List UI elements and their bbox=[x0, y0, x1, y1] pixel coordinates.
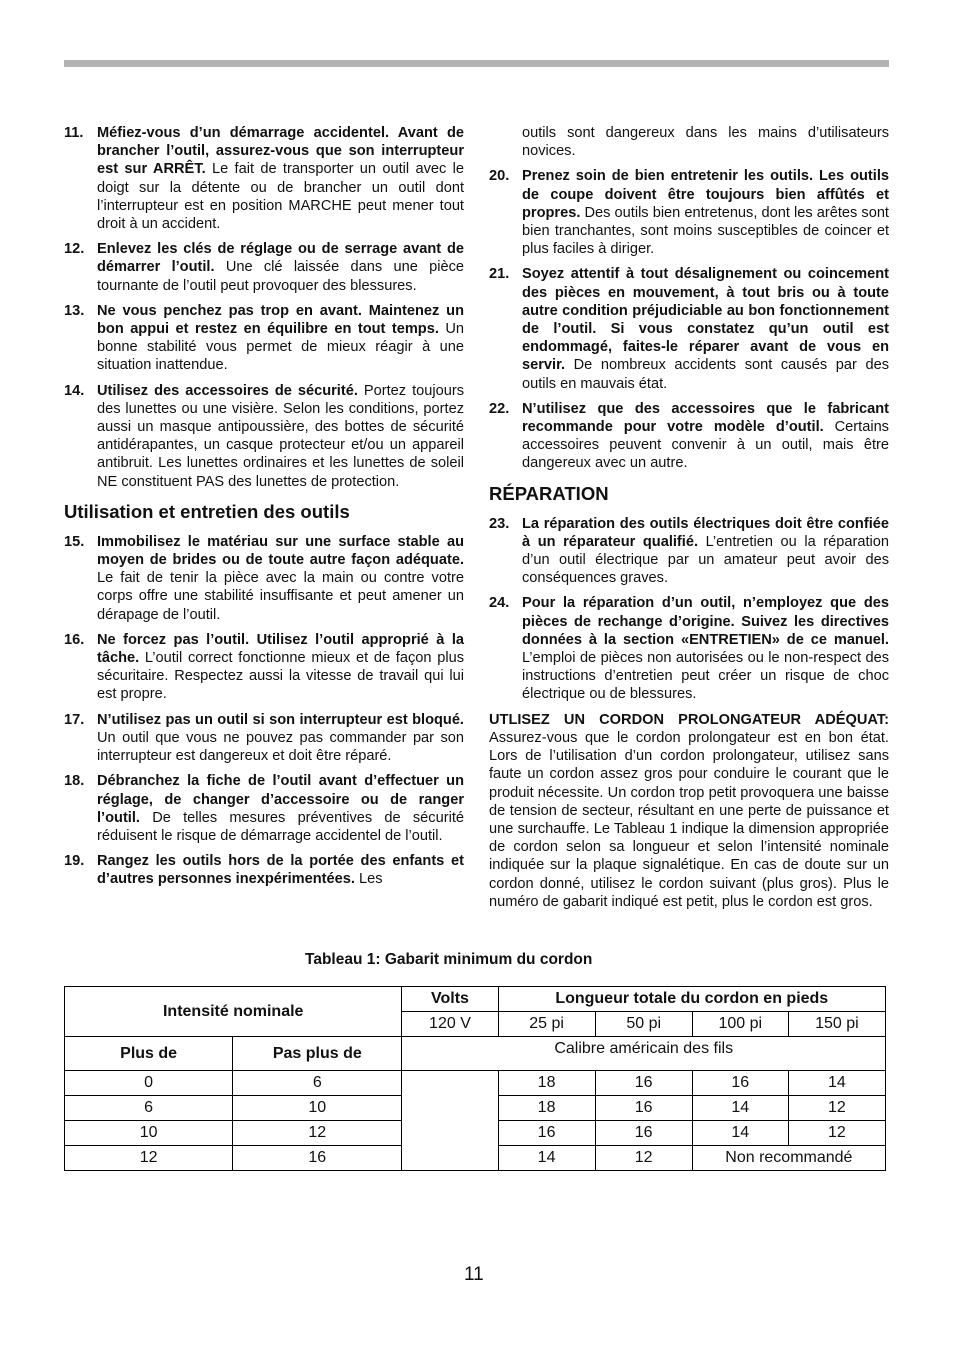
list-item: 16. Ne forcez pas l’outil. Utilisez l’outil approprié à la tâche. L’outil correct fonctionne mieux et de façon plus sécuritaire. Respectez aussi la vitesse de travail qui lui est propre. bbox=[64, 631, 464, 703]
cell: 16 bbox=[233, 1146, 402, 1171]
cord-gauge-table bbox=[64, 986, 886, 1171]
list-item: 14. Utilisez des accessoires de sécurité. Portez toujours des lunettes ou une visière. Selon les conditions, portez aussi un masque antipoussière, des bottes de sécurité antidérapantes, un casque protecteur et/ou un appareil antibruit. Les lunettes ordinaires et les lunettes de soleil NE constituent PAS des lunettes de protection. bbox=[64, 382, 464, 490]
list-item: 23. La réparation des outils électriques doit être confiée à un réparateur qualifié. L’entretien ou la réparation d’un outil électrique par un amateur peut avoir des conséquences graves. bbox=[489, 515, 889, 587]
header-more-than: Plus de bbox=[65, 1037, 233, 1071]
cell: 14 bbox=[498, 1146, 595, 1171]
list-item: 18. Débranchez la fiche de l’outil avant d’effectuer un réglage, de changer d’accessoire ou de ranger l’outil. De telles mesures préventives de sécurité réduisent le risque de démarrage accidentel de l’outil. bbox=[64, 773, 464, 844]
list-item: 11. Méfiez-vous d’un démarrage accidentel. Avant de brancher l’outil, assurez-vous que son interrupteur est sur ARRÊT. Le fait de transporter un outil avec le doigt sur la détente ou de brancher un outil dont l’interrupteur est en position MARCHE peut mener tout droit à un accident. bbox=[64, 125, 464, 233]
cell: 12 bbox=[788, 1096, 885, 1121]
cell: 18 bbox=[498, 1071, 595, 1096]
list-item: 24. Pour la réparation d’un outil, n’employez que des pièces de rechange d’origine. Suivez les directives données à la section «ENTRETIEN» de ce manuel. L’emploi de pièces non autorisées ou le non-respect des instructions d’entretien peut créer un risque de choc électrique ou de blessures. bbox=[489, 595, 889, 703]
list-item: 22. N’utilisez que des accessoires que le fabricant recommande pour votre modèle d’outil. Certains accessoires peuvent convenir à un outil, mais être dangereux avec un autre. bbox=[489, 400, 889, 472]
cell: 12 bbox=[233, 1121, 402, 1146]
right-column bbox=[489, 124, 889, 911]
section-heading: Utilisation et entretien des outils bbox=[64, 500, 350, 522]
header-gauge: Calibre américain des fils bbox=[402, 1037, 886, 1071]
left-column bbox=[64, 124, 464, 896]
volts-empty-cell bbox=[402, 1071, 498, 1171]
cord-text: Assurez-vous que le cordon prolongateur est en bon état. Lors de l’utilisation d’un cordon prolongateur, utilisez sans faute un cordon assez gros pour conduire le courant que le produit nécessite. Un cordon trop petit provoquera une baisse de tension de secteur, résultant en une perte de puissance et une surchauffe. Le Tableau 1 indique la dimension appropriée de cordon selon sa longueur et selon l’intensité nominale indiquée sur la plaque signalétique. En cas de doute sur un cordon donné, utilisez le cordon suivant (plus gros). Plus le numéro de gabarit indiqué est petit, plus le cordon est gros. bbox=[489, 729, 889, 910]
cell: 16 bbox=[595, 1071, 692, 1096]
table-row bbox=[65, 1071, 886, 1096]
list-item: 21. Soyez attentif à tout désalignement ou coincement des pièces en mouvement, à tout bris ou à toute autre condition préjudiciable au bon fonctionnement de l’outil. Si vous constatez qu’un outil est endommagé, faites-le réparer avant de vous en servir. De nombreux accidents sont causés par des outils en mauvais état. bbox=[489, 266, 889, 392]
cell: 10 bbox=[233, 1096, 402, 1121]
header-rule bbox=[64, 60, 889, 67]
page-number: 11 bbox=[464, 1264, 484, 1285]
cell: 16 bbox=[692, 1071, 788, 1096]
cell: 10 bbox=[65, 1121, 233, 1146]
cell: 14 bbox=[788, 1071, 885, 1096]
cell: 12 bbox=[65, 1146, 233, 1171]
list-item: 19. Rangez les outils hors de la portée des enfants et d’autres personnes inexpérimentées. Les bbox=[64, 853, 464, 888]
continued-text: outils sont dangereux dans les mains d’utilisateurs novices. bbox=[522, 125, 889, 160]
header-max: Pas plus de bbox=[233, 1037, 402, 1071]
cell: 16 bbox=[595, 1096, 692, 1121]
cell: 12 bbox=[595, 1146, 692, 1171]
cell: 6 bbox=[65, 1096, 233, 1121]
list-item: 17. N’utilisez pas un outil si son interrupteur est bloqué. Un outil que vous ne pouvez pas commander par son interrupteur est dangereux et doit être réparé. bbox=[64, 711, 464, 765]
length-cell: 100 pi bbox=[692, 1012, 788, 1037]
list-item: 13. Ne vous penchez pas trop en avant. Maintenez un bon appui et restez en équilibre en tout temps. Un bonne stabilité vous permet de mieux réagir à une situation inattendue. bbox=[64, 302, 464, 374]
extension-cord-paragraph bbox=[489, 711, 889, 911]
cell: 12 bbox=[788, 1121, 885, 1146]
cell: 16 bbox=[498, 1121, 595, 1146]
list-item: 15. Immobilisez le matériau sur une surface stable au moyen de brides ou de toute autre façon adéquate. Le fait de tenir la pièce avec la main ou contre votre corps offre une stabilité insuffisante et peut amener un dérapage de l’outil. bbox=[64, 533, 464, 623]
table-caption: Tableau 1: Gabarit minimum du cordon bbox=[305, 951, 593, 968]
not-recommended-cell: Non recommandé bbox=[692, 1146, 885, 1171]
cord-heading: UTLISEZ UN CORDON PROLONGATEUR ADÉQUAT: bbox=[489, 711, 889, 728]
header-intensity: Intensité nominale bbox=[65, 987, 402, 1037]
cell: 18 bbox=[498, 1096, 595, 1121]
list-item: 12. Enlevez les clés de réglage ou de serrage avant de démarrer l’outil. Une clé laissée dans une pièce tournante de l’outil peut provoquer des blessures. bbox=[64, 241, 464, 294]
cell: 0 bbox=[65, 1071, 233, 1096]
length-cell: 25 pi bbox=[498, 1012, 595, 1037]
cell: 14 bbox=[692, 1121, 788, 1146]
list-item: 20. Prenez soin de bien entretenir les outils. Les outils de coupe doivent être toujours bien affûtés et propres. Des outils bien entretenus, dont les arêtes sont bien tranchantes, sont moins susceptibles de coincer et plus faciles à diriger. bbox=[489, 168, 889, 258]
cell: 14 bbox=[692, 1096, 788, 1121]
cell: 6 bbox=[233, 1071, 402, 1096]
header-volts: Volts bbox=[402, 987, 498, 1012]
header-length: Longueur totale du cordon en pieds bbox=[498, 987, 885, 1012]
volts-value: 120 V bbox=[402, 1012, 498, 1037]
cell: 16 bbox=[595, 1121, 692, 1146]
length-cell: 50 pi bbox=[595, 1012, 692, 1037]
length-cell: 150 pi bbox=[788, 1012, 885, 1037]
section-heading: RÉPARATION bbox=[489, 482, 609, 504]
